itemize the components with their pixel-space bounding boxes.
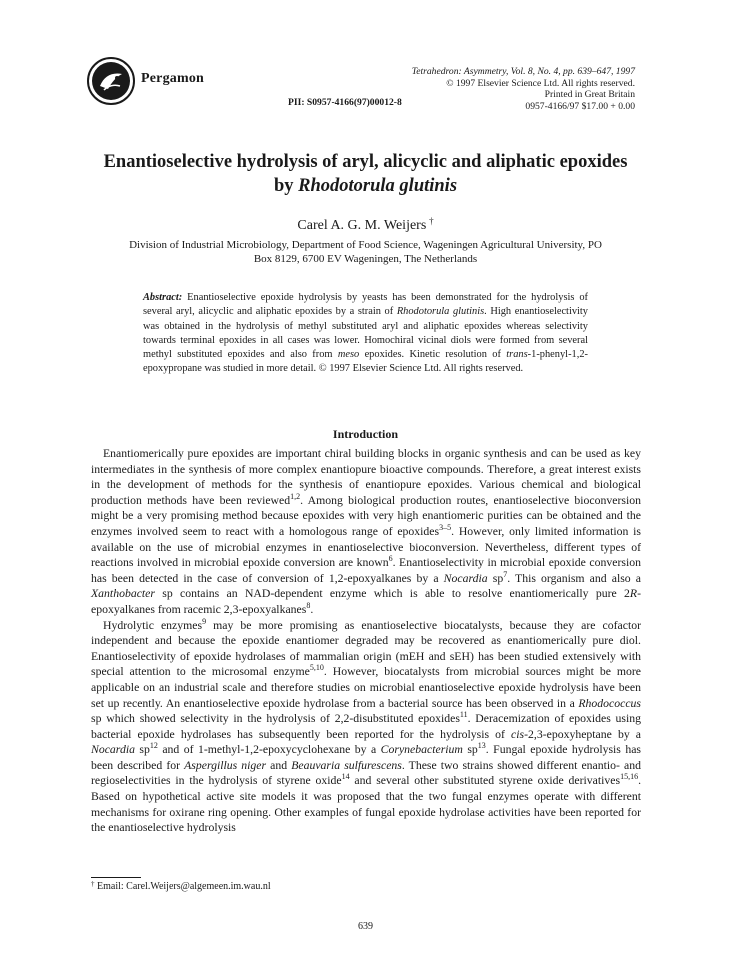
citation-ref: 15,16: [620, 772, 639, 782]
abstract-label: Abstract:: [143, 292, 183, 303]
section-heading-introduction: Introduction: [332, 427, 399, 441]
paragraph-1: [91, 446, 641, 618]
italic-run: Nocardia: [443, 571, 488, 585]
italic-run: Nocardia: [91, 743, 135, 757]
introduction-body: [91, 446, 641, 836]
pergamon-logo-icon: [86, 56, 136, 106]
journal-info: [412, 66, 635, 112]
journal-citation: Tetrahedron: Asymmetry, Vol. 8, No. 4, pp. 639–647, 1997: [411, 66, 635, 77]
pii-identifier: PII: S0957-4166(97)00012-8: [288, 97, 402, 108]
text-run: .: [310, 602, 314, 616]
text-run: may be more promising as enantioselective biocatalysts, because they are cofactor independent and because the epoxide enantiomer degraded may be recovered as enantiomerically pure diol. Enantioselectivity of epoxide hydrolases of mammalian origin (mEH and sEH) has been studied extensively with special attention to the microsomal enzyme: [91, 618, 641, 679]
citation-ref: 12: [149, 741, 158, 751]
text-run: sp which showed selectivity in the hydrolysis of 2,2-disubstituted epoxides: [91, 712, 460, 726]
abstract-italic: trans: [506, 349, 528, 361]
italic-run: Beauvaria sulfurescens: [291, 758, 402, 772]
text-run: and of 1-methyl-1,2-epoxycyclohexane by a: [157, 743, 381, 757]
citation-ref: 3–5: [439, 522, 452, 532]
text-run: -epoxyalkanes from racemic 2,3-epoxyalkanes: [91, 587, 641, 616]
footnote-mark: †: [91, 880, 95, 888]
text-run: sp: [462, 743, 478, 757]
text-run: . Among biological production routes, enantioselective bioconversion might be a very promising method because epoxides with very high enantiomeric purities can be obtained and the enzymes involved seem to react with a homologous range of epoxides: [91, 493, 641, 538]
text-run: sp: [487, 571, 504, 585]
text-run: . Deracemization of epoxides using bacterial epoxide hydrolases has subsequently been reported for the hydrolysis of: [91, 712, 641, 741]
title-organism: Rhodotorula glutinis: [298, 176, 458, 196]
text-run: and several other substituted styrene oxide derivatives: [349, 774, 621, 788]
abstract-text: -1-phenyl-1,2-epoxypropane was studied in more detail. © 1997 Elsevier Science Ltd. All rights reserved.: [143, 349, 588, 375]
footnote-rule: [91, 877, 141, 878]
footnote: [91, 880, 271, 892]
text-run: sp contains an NAD-dependent enzyme which is able to resolve enantiomerically pure 2: [154, 587, 630, 601]
page-number: 639: [358, 921, 373, 932]
citation-ref: 6: [388, 554, 393, 564]
citation-ref: 11: [459, 710, 468, 720]
citation-ref: 7: [503, 569, 508, 579]
citation-ref: 13: [477, 741, 486, 751]
affiliation: [90, 238, 641, 266]
citation-ref: 1,2: [290, 491, 301, 501]
text-run: . However, only limited information is available on the use of microbial enzymes in enantioselective bioconversion. Nevertheless, different types of reactions involved in microbial epoxide conversion are known: [91, 524, 641, 570]
abstract-text: epoxides. Kinetic resolution of: [359, 349, 507, 361]
author-line: [40, 216, 691, 234]
title-line-2: [40, 174, 691, 198]
text-run: . Enantioselectivity in microbial epoxide conversion has been detected in the case of conversion of 1,2-epoxyalkanes by a: [91, 556, 641, 585]
italic-run: cis: [511, 727, 525, 741]
title-line-1: Enantioselective hydrolysis of aryl, alicyclic and aliphatic epoxides: [103, 152, 628, 172]
text-run: -2,3-epoxyheptane by a: [524, 727, 642, 741]
text-run: . However, biocatalysts from microbial sources might be more applicable on an industrial scale and therefore studies on microbial enantioselective epoxide hydrolysis have been set up recently. An enantioselective epoxide hydrolase from a bacterial source has been observed in a: [91, 665, 641, 710]
publisher-name: Pergamon: [141, 71, 205, 86]
author-name: Carel A. G. M. Weijers: [297, 218, 427, 233]
abstract-text: . High enantioselectivity was obtained in the hydrolysis of methyl substituted aryl and aliphatic epoxides whereas selectivity towards terminal epoxides in all cases was lower. Homochiral vicinal diols were formed from several methyl substituted epoxides and also from: [143, 306, 588, 361]
text-run: . This organism and also a: [507, 571, 641, 585]
paragraph-2: [91, 618, 641, 836]
abstract-italic: Rhodotorula glutinis: [396, 306, 485, 318]
italic-run: Aspergillus niger: [184, 758, 267, 772]
italic-run: Xanthobacter: [91, 587, 155, 601]
text-run: Hydrolytic enzymes: [103, 618, 203, 632]
footnote-email: Email: Carel.Weijers@algemeen.im.wau.nl: [94, 881, 271, 892]
affiliation-line-2: Box 8129, 6700 EV Wageningen, The Netherlands: [253, 253, 478, 265]
text-run: sp: [134, 743, 150, 757]
citation-ref: 14: [341, 772, 350, 782]
abstract: [143, 291, 588, 377]
abstract-text: Enantioselective epoxide hydrolysis by yeasts has been demonstrated for the hydrolysis of several aryl, alicyclic and aliphatic epoxides by a strain of: [143, 292, 588, 318]
title-line-2-text: by: [273, 176, 299, 196]
citation-ref: 5,10: [309, 663, 324, 673]
text-run: . These two strains showed different enantio- and regioselectivities in the hydrolysis of styrene oxide: [91, 758, 641, 788]
italic-run: Corynebacterium: [380, 743, 463, 757]
text-run: and: [266, 758, 292, 772]
text-run: Enantiomerically pure epoxides are important chiral building blocks in organic synthesis and can be used as key intermediates in the synthesis of more complex enantiopure bioactive compounds. Therefore, a great interest exists in the development of methods for the synthesis of enantiopure epoxides. Various chemical and biological production methods have been reviewed: [91, 447, 641, 507]
text-run: . Fungal epoxide hydrolysis has been described for: [91, 743, 641, 772]
citation-ref: 9: [202, 616, 207, 626]
author-footnote-mark: †: [429, 216, 434, 226]
copyright-line: © 1997 Elsevier Science Ltd. All rights reserved.: [446, 77, 635, 89]
affiliation-line-1: Division of Industrial Microbiology, Department of Food Science, Wageningen Agricultural University, PO: [129, 239, 602, 251]
paper-title: [40, 150, 691, 198]
price-line: 0957-4166/97 $17.00 + 0.00: [525, 100, 635, 112]
italic-run: Rhodococcus: [578, 696, 641, 710]
abstract-italic: meso: [337, 349, 360, 361]
citation-ref: 8: [306, 600, 311, 610]
printed-line: Printed in Great Britain: [544, 89, 635, 100]
italic-run: R: [629, 587, 638, 601]
text-run: . Based on hypothetical active site models it was proposed that the two fungal enzymes operate with different mechanisms for oxirane ring opening. Other examples of fungal epoxide hydrolase activities have been reported for the enantioselective hydrolysis: [91, 774, 641, 835]
